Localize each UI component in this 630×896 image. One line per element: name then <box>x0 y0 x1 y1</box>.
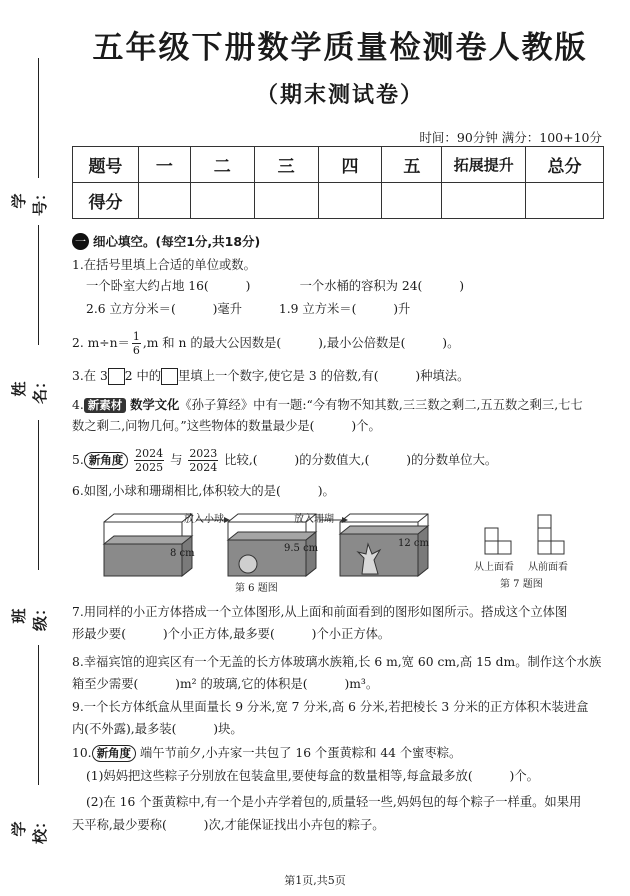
table-row <box>73 183 604 219</box>
q10-number: 10. <box>72 746 92 760</box>
question-2 <box>72 330 459 357</box>
table-cell: 二 <box>190 147 254 183</box>
fraction-numerator: 2023 <box>189 447 218 460</box>
new-angle-badge: 新角度 <box>92 745 137 762</box>
score-input-cell[interactable] <box>318 183 382 219</box>
score-input-cell[interactable] <box>382 183 442 219</box>
page-title: 五年级下册数学质量检测卷人教版 <box>92 30 588 66</box>
fraction-denominator: 2025 <box>135 461 164 474</box>
q5-number: 5. <box>72 453 84 467</box>
fraction-numerator: 1 <box>132 330 140 343</box>
new-material-badge: 新素材 <box>84 398 127 413</box>
question-7-line-1: 7.用同样的小正方体搭成一个立体图形,从上面和前面看到的图形如图所示。搭成这个立体图 <box>72 605 568 619</box>
question-4-line-2: 数之剩二,问物几何。”这些物体的数量最少是( )个。 <box>72 419 381 433</box>
figure-6-caption: 第 6 题图 <box>235 583 278 594</box>
fraction <box>134 447 164 474</box>
binding-line <box>38 645 39 785</box>
section-heading <box>72 232 260 250</box>
question-4 <box>72 395 583 415</box>
q4-number: 4. <box>72 398 84 412</box>
score-table <box>72 146 604 219</box>
height-3-label: 12 cm <box>398 538 429 549</box>
question-1a: 一个卧室大约占地 16( ) 一个水桶的容积为 24( ) <box>86 279 465 293</box>
question-7-line-2: 形最少要( )个小正方体,最多要( )个小正方体。 <box>72 627 391 641</box>
binding-line <box>38 420 39 570</box>
digit-box[interactable] <box>108 368 125 385</box>
fraction-numerator: 2024 <box>135 447 164 460</box>
table-cell: 五 <box>382 147 442 183</box>
table-cell: 拓展提升 <box>442 147 526 183</box>
school-label: 学校： <box>10 813 49 844</box>
fraction-denominator: 2024 <box>189 461 218 474</box>
height-1-label: 8 cm <box>170 548 195 559</box>
digit-box[interactable] <box>161 368 178 385</box>
score-input-cell[interactable] <box>442 183 526 219</box>
q2-suffix: ,m 和 n 的最大公因数是( ),最小公倍数是( )。 <box>142 336 460 350</box>
new-angle-badge: 新角度 <box>84 452 129 469</box>
binding-line <box>38 225 39 345</box>
question-10-sub-2-line-1: (2)在 16 个蛋黄粽中,有一个是小卉学着包的,质量轻一些,妈妈包的每个粽子一样重。如果用 <box>86 795 582 809</box>
question-9-line-2: 内(不外露),最多装( )块。 <box>72 722 243 736</box>
question-10-sub-1: (1)妈妈把这些粽子分别放在包装盒里,要使每盒的数量相等,每盒最多放( )个。 <box>86 769 539 783</box>
score-input-cell[interactable] <box>138 183 190 219</box>
question-10-sub-2-line-2: 天平称,最少要称( )次,才能保证找出小卉包的粽子。 <box>72 818 385 832</box>
figures-area <box>100 508 600 600</box>
add-ball-label: 放入小球 <box>184 514 224 525</box>
table-cell: 总分 <box>526 147 604 183</box>
name-label: 姓名： <box>10 373 49 404</box>
question-1b: 2.6 立方分米＝( )毫升 1.9 立方米＝( )升 <box>86 302 411 316</box>
question-6: 6.如图,小球和珊瑚相比,体积较大的是( )。 <box>72 484 335 498</box>
question-8-line-2: 箱至少需要( )m² 的玻璃,它的体积是( )m³。 <box>72 677 379 691</box>
table-cell: 得分 <box>73 183 139 219</box>
front-view-label: 从前面看 <box>528 562 568 573</box>
q2-prefix: 2. m÷n＝ <box>72 336 130 350</box>
add-coral-label: 放入珊瑚 <box>294 514 334 525</box>
q3-text-c: 里填上一个数字,使它是 3 的倍数,有( )种填法。 <box>178 369 470 383</box>
exam-meta: 时间：90分钟 满分：100+10分 <box>419 130 602 145</box>
question-3 <box>72 366 469 386</box>
question-8-line-1: 8.幸福宾馆的迎宾区有一个无盖的长方体玻璃水族箱,长 6 m,宽 60 cm,高 15 dm。制作这个水族 <box>72 655 602 669</box>
table-cell: 四 <box>318 147 382 183</box>
question-1: 1.在括号里填上合适的单位或数。 <box>72 258 256 272</box>
question-5 <box>72 445 497 475</box>
q4-line-1: 《孙子算经》中有一题:“今有物不知其数,三三数之剩二,五五数之剩三,七七 <box>179 398 583 412</box>
figure-7-caption: 第 7 题图 <box>500 579 543 590</box>
class-label: 班级： <box>10 600 49 631</box>
binding-margin <box>0 0 58 896</box>
table-cell: 三 <box>254 147 318 183</box>
score-input-cell[interactable] <box>254 183 318 219</box>
q5-connector: 与 <box>170 453 183 467</box>
fraction-denominator: 6 <box>132 344 140 357</box>
math-culture-tag: 数学文化 <box>130 398 180 412</box>
q3-text-b: 2 中的 <box>124 369 162 383</box>
height-2-label: 9.5 cm <box>284 543 319 554</box>
q5-suffix: 比较,( )的分数值大,( )的分数单位大。 <box>224 453 498 467</box>
section-number: 一 <box>72 233 89 250</box>
q10-line-1: 端午节前夕,小卉家一共包了 16 个蛋黄粽和 44 个蜜枣粽。 <box>139 746 462 760</box>
table-cell: 一 <box>138 147 190 183</box>
score-input-cell[interactable] <box>190 183 254 219</box>
page-subtitle: （期末测试卷） <box>255 82 424 108</box>
binding-line <box>38 58 39 178</box>
top-view-label: 从上面看 <box>474 562 514 573</box>
page-footer: 第1页,共5页 <box>284 874 346 887</box>
fraction <box>132 330 141 357</box>
table-row <box>73 147 604 183</box>
fraction <box>188 447 218 474</box>
student-id-label: 学号： <box>10 185 49 216</box>
table-cell: 题号 <box>73 147 139 183</box>
q3-text-a: 3.在 3 <box>72 369 108 383</box>
section-title: 细心填空。(每空1分,共18分) <box>93 234 261 249</box>
question-9-line-1: 9.一个长方体纸盒从里面量长 9 分米,宽 7 分米,高 6 分米,若把棱长 3 分米的正方体积木装进盒 <box>72 700 589 714</box>
question-10 <box>72 743 461 763</box>
score-input-cell[interactable] <box>526 183 604 219</box>
